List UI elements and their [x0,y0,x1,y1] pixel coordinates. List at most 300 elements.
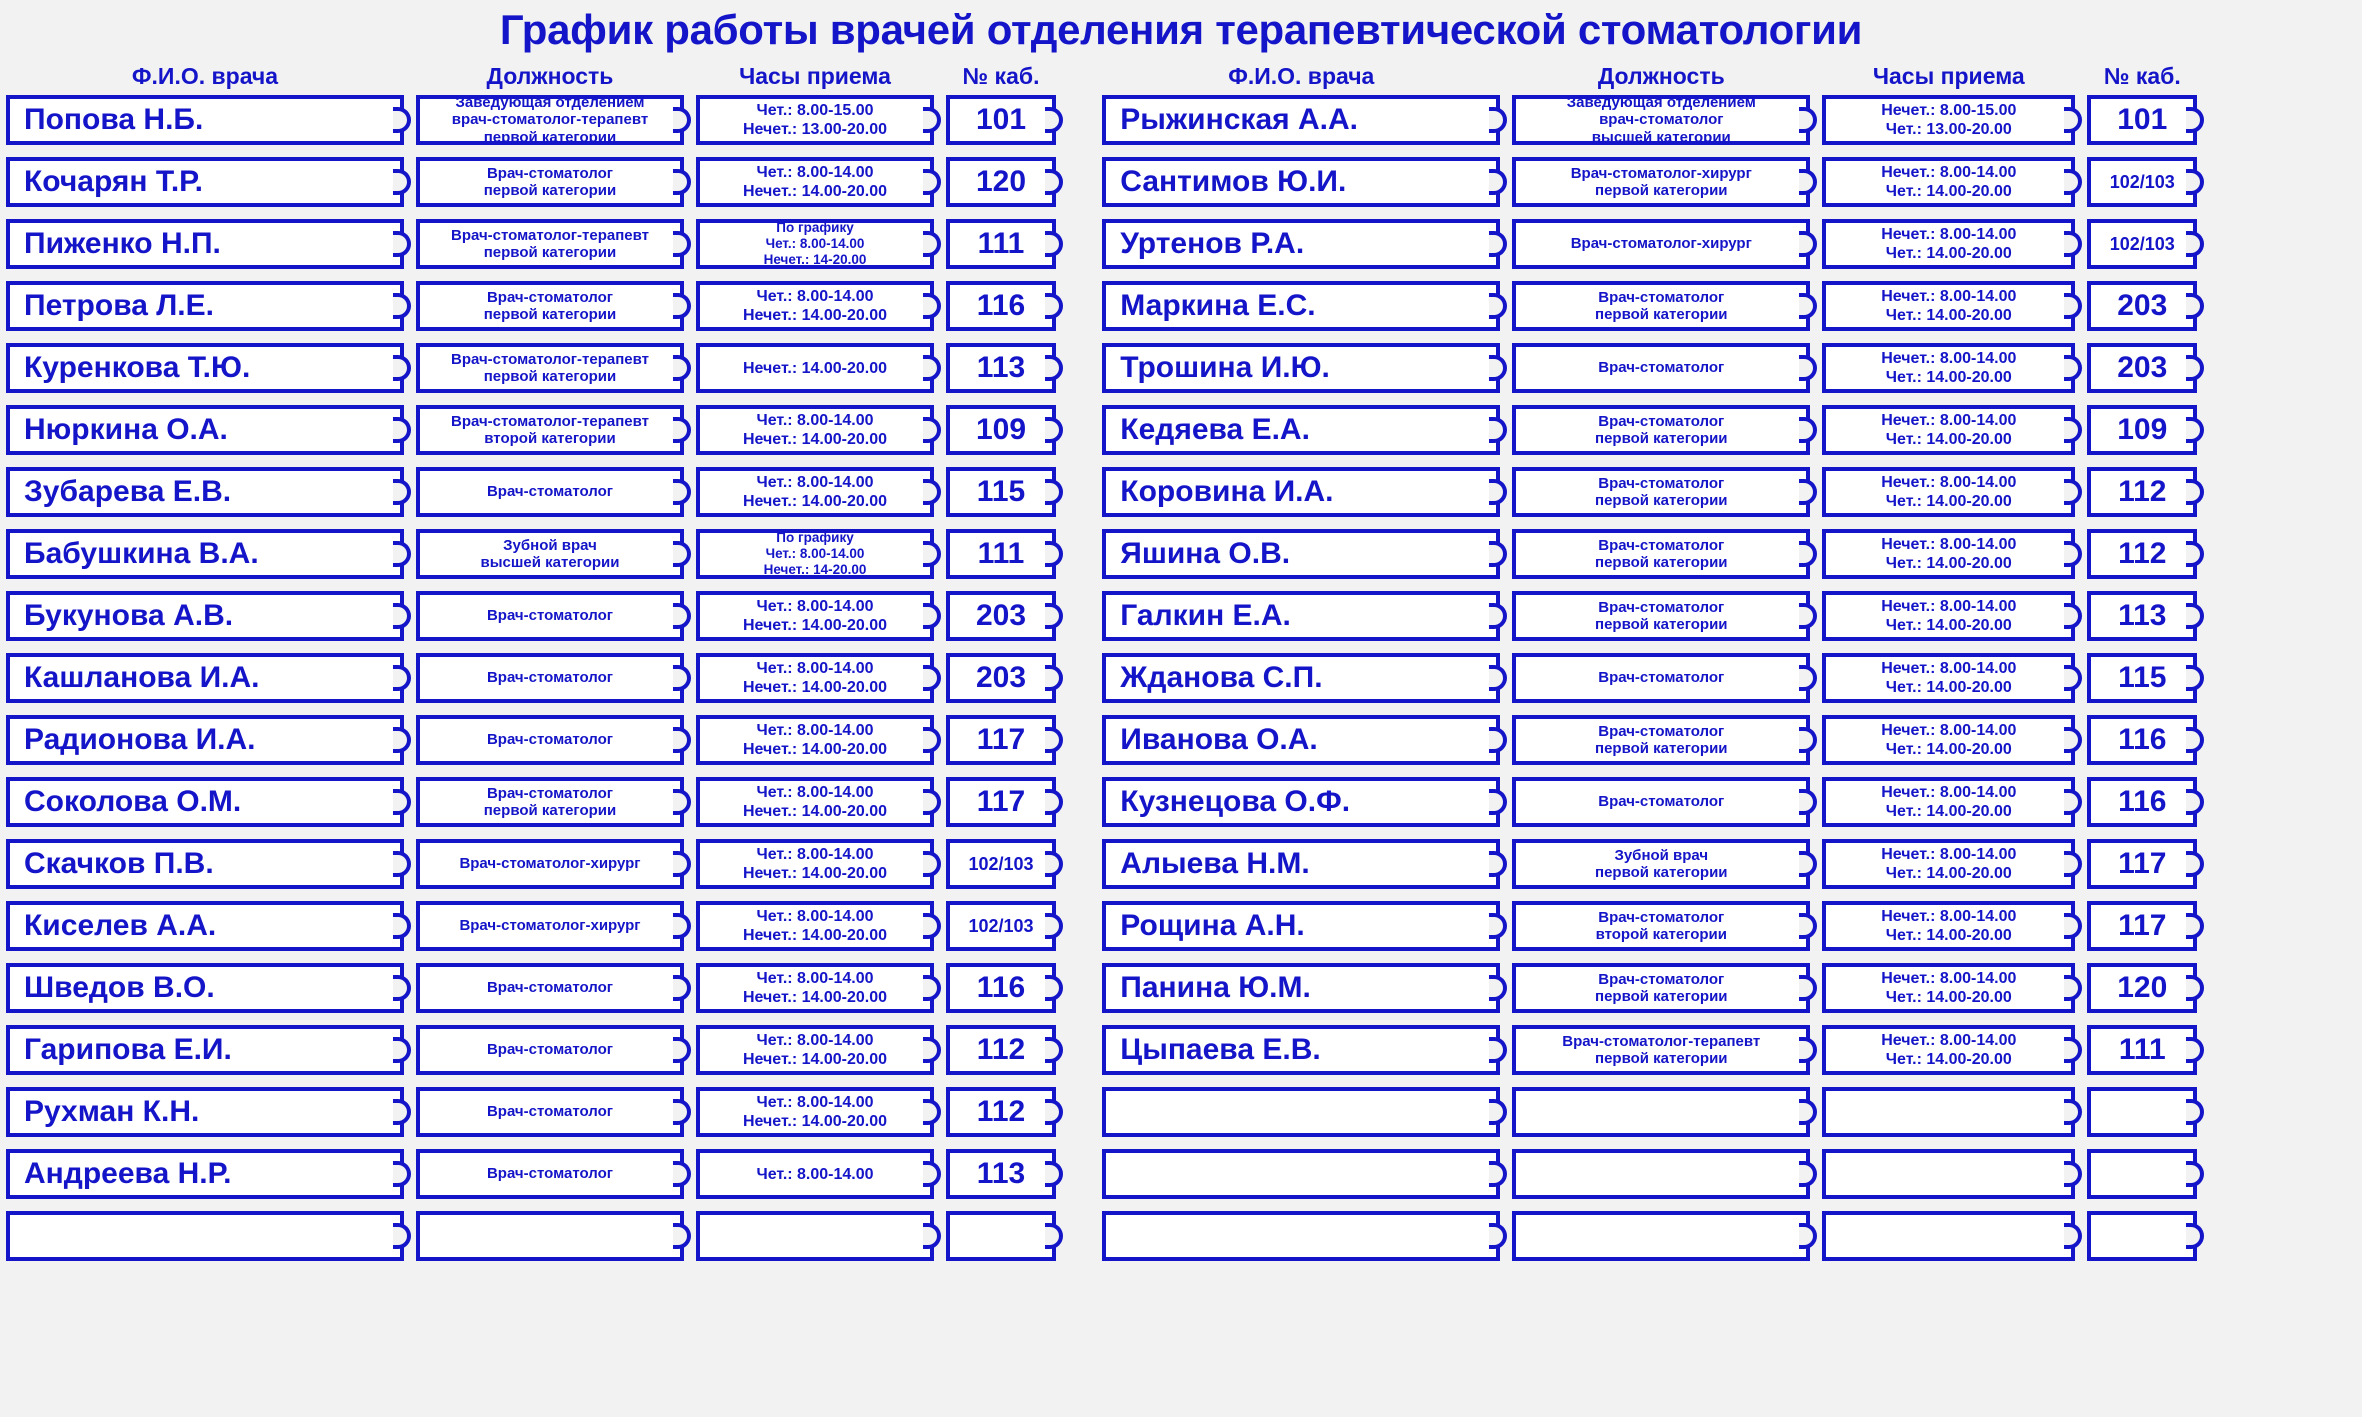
table-row [0,216,1078,278]
plate-cabinet [946,405,1056,455]
table-row [1096,774,2362,836]
plate-cabinet [946,343,1056,393]
plate-cabinet [946,839,1056,889]
plate-cabinet [2087,529,2197,579]
plate-name [1102,467,1500,517]
plate-position-text: Врач-стоматолог [486,979,614,997]
plate-position [1512,467,1810,517]
plate-cabinet-text: 117 [2118,909,2167,943]
plate-position [1512,281,1810,331]
plate-position-text: Врач-стоматолог-терапевт второй категории [450,412,649,448]
plate-hours-text: Чет.: 8.00-14.00 Нечет.: 14.00-20.00 [742,473,888,511]
table-row [1096,340,2362,402]
plate-cabinet [2087,591,2197,641]
plate-name-text: Алыева Н.М. [1120,847,1310,881]
plate-name [1102,591,1500,641]
table-row [1096,898,2362,960]
plate-name [6,1087,404,1137]
plate-cabinet [2087,839,2197,889]
plate-position-text: Врач-стоматолог [486,1041,614,1059]
plate-cabinet-text: 112 [976,1033,1026,1067]
plate-position [1512,901,1810,951]
table-row [0,1208,1078,1270]
plate-cabinet [946,219,1056,269]
plate-name-text: Соколова О.М. [24,785,242,819]
plate-cabinet [946,653,1056,703]
plate-hours [1822,529,2075,579]
plate-hours [696,95,934,145]
plate-cabinet [2087,1087,2197,1137]
plate-hours-text: Чет.: 8.00-14.00 Нечет.: 14.00-20.00 [742,969,888,1007]
plate-name-text: Петрова Л.Е. [24,289,214,323]
plate-name-text: Жданова С.П. [1120,661,1323,695]
plate-cabinet [946,777,1056,827]
plate-cabinet [946,157,1056,207]
plate-position [1512,777,1810,827]
plate-name-text: Радионова И.А. [24,723,256,757]
plate-hours [696,157,934,207]
plate-name [1102,281,1500,331]
plate-cabinet-text: 113 [976,351,1026,385]
plate-position [1512,1211,1810,1261]
plate-name [6,95,404,145]
table-row [1096,154,2362,216]
plate-position [1512,529,1810,579]
plate-position [1512,1149,1810,1199]
plate-position-text: Врач-стоматолог первой категории [483,164,617,200]
plate-hours [696,529,934,579]
plate-cabinet [2087,715,2197,765]
plate-cabinet-text: 116 [976,971,1026,1005]
schedule-columns [0,56,2362,1270]
plate-cabinet [946,591,1056,641]
header-cabinet-left: № каб. [962,63,1040,90]
table-row [1096,526,2362,588]
table-row [0,650,1078,712]
table-row [1096,92,2362,154]
plate-name [6,1025,404,1075]
plate-position-text: Врач-стоматолог первой категории [483,288,617,324]
plate-cabinet-text: 116 [2118,723,2167,757]
plate-position [1512,591,1810,641]
plate-name-text: Трошина И.Ю. [1120,351,1330,385]
plate-hours-text: Чет.: 8.00-14.00 Нечет.: 14.00-20.00 [742,287,888,325]
table-row [0,278,1078,340]
plate-name [6,653,404,703]
plate-hours-text: Чет.: 8.00-14.00 Нечет.: 14.00-20.00 [742,659,888,697]
plate-hours [696,963,934,1013]
plate-name-text: Куренкова Т.Ю. [24,351,251,385]
plate-hours-text: Чет.: 8.00-14.00 Нечет.: 14.00-20.00 [742,1093,888,1131]
plate-name-text: Рыжинская А.А. [1120,103,1358,137]
plate-position [1512,1025,1810,1075]
plate-name-text: Рощина А.Н. [1120,909,1305,943]
plate-name [1102,839,1500,889]
plate-position [1512,715,1810,765]
plate-hours [696,343,934,393]
plate-hours [696,653,934,703]
table-row [0,402,1078,464]
table-row [1096,1146,2362,1208]
plate-name [1102,901,1500,951]
plate-position [416,343,684,393]
plate-cabinet-text: 112 [2118,475,2167,509]
plate-name-text: Кедяева Е.А. [1120,413,1310,447]
plate-cabinet-text: 101 [2117,103,2168,137]
plate-position-text: Врач-стоматолог второй категории [1595,908,1727,944]
table-row [0,836,1078,898]
plate-position-text: Заведующая отделением врач-стоматолог-терапевт первой категории [451,94,649,146]
plate-cabinet [2087,405,2197,455]
table-row [0,1084,1078,1146]
plate-hours [696,901,934,951]
plate-cabinet-text: 102/103 [968,915,1034,936]
plate-name-text: Кузнецова О.Ф. [1120,785,1351,819]
plate-position [416,157,684,207]
plate-name [1102,529,1500,579]
plate-name-text: Кашланова И.А. [24,661,260,695]
plate-hours-text: Нечет.: 8.00-14.00 Чет.: 14.00-20.00 [1881,163,2017,201]
plate-hours [696,219,934,269]
plate-hours-text: Чет.: 8.00-14.00 Нечет.: 14.00-20.00 [742,907,888,945]
table-row [1096,588,2362,650]
plate-hours-text: Нечет.: 8.00-14.00 Чет.: 14.00-20.00 [1881,597,2017,635]
plate-cabinet-text: 109 [2117,413,2168,447]
plate-cabinet [946,1211,1056,1261]
plate-hours-text: По графику Чет.: 8.00-14.00 Нечет.: 14-20.00 [763,530,867,578]
plate-position-text: Врач-стоматолог-терапевт первой категории [450,226,649,262]
plate-name-text: Пиженко Н.П. [24,227,221,261]
plate-position-text: Врач-стоматолог-терапевт первой категории [1562,1032,1761,1068]
plate-hours-text: Чет.: 8.00-14.00 Нечет.: 14.00-20.00 [742,721,888,759]
plate-name [1102,1087,1500,1137]
table-row [0,526,1078,588]
plate-name [1102,1211,1500,1261]
header-name-right: Ф.И.О. врача [1228,63,1375,90]
plate-hours [1822,1211,2075,1261]
plate-cabinet-text: 111 [2118,1033,2166,1067]
plate-position [1512,963,1810,1013]
plate-name [1102,219,1500,269]
plate-hours [1822,405,2075,455]
plate-name-text: Панина Ю.М. [1120,971,1311,1005]
plate-hours [696,1211,934,1261]
plate-hours-text: Чет.: 8.00-14.00 Нечет.: 14.00-20.00 [742,163,888,201]
plate-hours [1822,1025,2075,1075]
plate-position-text: Врач-стоматолог [486,1165,614,1183]
plate-name [6,1149,404,1199]
plate-position [416,715,684,765]
plate-cabinet [946,95,1056,145]
plate-hours-text: Нечет.: 14.00-20.00 [742,359,888,377]
plate-name-text: Иванова О.А. [1120,723,1318,757]
plate-name [1102,343,1500,393]
plate-hours [1822,1149,2075,1199]
plate-name [6,343,404,393]
plate-cabinet-text: 109 [975,413,1027,447]
plate-position-text: Врач-стоматолог первой категории [1595,598,1728,634]
plate-cabinet-text: 203 [2117,351,2168,385]
plate-name-text: Гарипова Е.И. [24,1033,232,1067]
table-row [1096,712,2362,774]
plate-position [416,1025,684,1075]
plate-hours [1822,963,2075,1013]
header-position-left: Должность [486,63,614,90]
plate-name [6,405,404,455]
plate-name-text: Уртенов Р.А. [1120,227,1305,261]
plate-hours-text: Нечет.: 8.00-14.00 Чет.: 14.00-20.00 [1881,659,2017,697]
column-headers-right [1096,56,2362,92]
plate-position [416,281,684,331]
plate-position-text: Заведующая отделением врач-стоматолог высшей категории [1566,94,1756,146]
plate-name [1102,653,1500,703]
plate-position-text: Врач-стоматолог [486,483,614,501]
plate-position [1512,343,1810,393]
plate-name [6,839,404,889]
plate-hours-text: Нечет.: 8.00-14.00 Чет.: 14.00-20.00 [1881,721,2017,759]
plate-name [6,219,404,269]
plate-hours-text: Нечет.: 8.00-14.00 Чет.: 14.00-20.00 [1881,411,2017,449]
plate-cabinet [2087,653,2197,703]
table-row [0,588,1078,650]
table-row [0,960,1078,1022]
plate-cabinet-text: 113 [976,1157,1026,1191]
plate-name-text: Яшина О.В. [1120,537,1291,571]
plate-position-text: Врач-стоматолог первой категории [1595,474,1728,510]
plate-name [6,591,404,641]
table-row [0,340,1078,402]
plate-cabinet-text: 116 [2118,785,2167,819]
table-row [1096,1084,2362,1146]
plate-hours-text: Нечет.: 8.00-15.00 Чет.: 13.00-20.00 [1881,101,2017,139]
plate-name [6,1211,404,1261]
plate-position-text: Врач-стоматолог-хирург первой категории [1570,164,1752,200]
plate-name [6,281,404,331]
plate-position-text: Врач-стоматолог-терапевт первой категории [450,350,649,386]
plate-position [1512,219,1810,269]
plate-hours [1822,95,2075,145]
plate-hours-text: Нечет.: 8.00-14.00 Чет.: 14.00-20.00 [1881,535,2017,573]
plate-name [1102,405,1500,455]
plate-position-text: Врач-стоматолог [486,1103,614,1121]
table-row [0,774,1078,836]
plate-position [416,1087,684,1137]
plate-hours [1822,901,2075,951]
plate-hours [1822,591,2075,641]
plate-cabinet-text: 116 [976,289,1026,323]
plate-cabinet-text: 102/103 [2109,171,2175,192]
plate-hours [1822,281,2075,331]
plate-position [416,963,684,1013]
plate-name-text: Андреева Н.Р. [24,1157,232,1191]
plate-cabinet [946,963,1056,1013]
plate-name-text: Рухман К.Н. [24,1095,200,1129]
plate-cabinet [2087,777,2197,827]
plate-cabinet [946,715,1056,765]
plate-position [416,1149,684,1199]
plate-hours-text: Нечет.: 8.00-14.00 Чет.: 14.00-20.00 [1881,907,2017,945]
plate-cabinet [2087,281,2197,331]
table-row [1096,650,2362,712]
plate-name [6,777,404,827]
schedule-half-left [0,56,1078,1270]
plate-position [416,529,684,579]
plate-position-text: Врач-стоматолог [486,731,614,749]
plate-name [1102,963,1500,1013]
header-position-right: Должность [1597,63,1725,90]
plate-hours [1822,343,2075,393]
plate-cabinet [2087,467,2197,517]
plate-position-text: Врач-стоматолог-хирург [459,917,641,935]
plate-hours [1822,1087,2075,1137]
plate-cabinet [946,1025,1056,1075]
plate-hours [1822,653,2075,703]
plate-position-text: Врач-стоматолог [1598,793,1725,811]
plate-cabinet-text: 102/103 [968,853,1034,874]
plate-hours [1822,777,2075,827]
plate-name [1102,157,1500,207]
plate-hours-text: Чет.: 8.00-15.00 Нечет.: 13.00-20.00 [742,101,888,139]
plate-cabinet [946,901,1056,951]
plate-hours [1822,157,2075,207]
plate-cabinet-text: 112 [2118,537,2167,571]
column-headers-left [0,56,1078,92]
plate-cabinet [946,529,1056,579]
plate-position-text: Врач-стоматолог [1598,359,1725,377]
plate-position [416,653,684,703]
plate-name [6,529,404,579]
plate-cabinet-text: 101 [975,103,1027,137]
plate-position [1512,95,1810,145]
plate-position-text: Врач-стоматолог-хирург [459,855,641,873]
plate-name-text: Кочарян Т.Р. [24,165,204,199]
plate-cabinet-text: 203 [975,661,1027,695]
plate-hours [1822,839,2075,889]
table-row [0,464,1078,526]
plate-position [416,901,684,951]
plate-hours-text: Чет.: 8.00-14.00 Нечет.: 14.00-20.00 [742,597,888,635]
plate-cabinet [2087,95,2197,145]
header-name-left: Ф.И.О. врача [131,63,279,90]
plate-hours-text: По графику Чет.: 8.00-14.00 Нечет.: 14-20.00 [763,220,867,268]
plate-cabinet-text: 102/103 [2109,233,2175,254]
plate-hours-text: Нечет.: 8.00-14.00 Чет.: 14.00-20.00 [1881,969,2017,1007]
plate-position-text: Врач-стоматолог [486,669,614,687]
plate-name [1102,95,1500,145]
plate-name [6,963,404,1013]
plate-name [6,467,404,517]
plate-cabinet-text: 203 [975,599,1027,633]
plate-cabinet [2087,901,2197,951]
table-row [1096,960,2362,1022]
plate-position-text: Зубной врач первой категории [1595,846,1728,882]
header-cabinet-right: № каб. [2103,63,2181,90]
plate-name-text: Галкин Е.А. [1120,599,1291,633]
plate-position-text: Зубной врач высшей категории [480,536,620,572]
plate-name [1102,1149,1500,1199]
plate-cabinet-text: 117 [976,723,1026,757]
plate-cabinet-text: 115 [976,475,1026,509]
table-row [1096,216,2362,278]
schedule-rows-right [1096,92,2362,1270]
plate-cabinet [946,281,1056,331]
plate-cabinet-text: 117 [2118,847,2167,881]
plate-position-text: Врач-стоматолог-хирург [1570,235,1752,253]
plate-cabinet-text: 120 [2117,971,2168,1005]
table-row [1096,278,2362,340]
plate-cabinet [2087,963,2197,1013]
plate-position [416,95,684,145]
plate-position [1512,839,1810,889]
plate-name-text: Бабушкина В.А. [24,537,259,571]
plate-name-text: Скачков П.В. [24,847,214,881]
header-hours-left: Часы приема [739,63,891,90]
plate-hours-text: Нечет.: 8.00-14.00 Чет.: 14.00-20.00 [1881,349,2017,387]
plate-name-text: Цыпаева Е.В. [1120,1033,1321,1067]
plate-name-text: Зубарева Е.В. [24,475,232,509]
table-row [1096,464,2362,526]
table-row [1096,402,2362,464]
plate-position [1512,653,1810,703]
plate-hours [696,1025,934,1075]
plate-name-text: Попова Н.Б. [24,103,204,137]
plate-position [416,591,684,641]
plate-name-text: Киселев А.А. [24,909,217,943]
table-row [0,1146,1078,1208]
table-row [0,1022,1078,1084]
plate-name-text: Нюркина О.А. [24,413,228,447]
plate-hours-text: Чет.: 8.00-14.00 Нечет.: 14.00-20.00 [742,1031,888,1069]
plate-hours [696,467,934,517]
plate-position-text: Врач-стоматолог первой категории [1595,412,1728,448]
plate-name [1102,777,1500,827]
plate-position [416,219,684,269]
plate-hours [696,839,934,889]
plate-name [6,157,404,207]
plate-position [416,777,684,827]
plate-cabinet [946,467,1056,517]
plate-name-text: Сантимов Ю.И. [1120,165,1347,199]
plate-position [416,467,684,517]
plate-position-text: Врач-стоматолог первой категории [1595,722,1728,758]
plate-hours [696,281,934,331]
plate-hours-text: Нечет.: 8.00-14.00 Чет.: 14.00-20.00 [1881,1031,2017,1069]
plate-position-text: Врач-стоматолог [486,607,614,625]
plate-position-text: Врач-стоматолог первой категории [1595,970,1728,1006]
plate-cabinet [946,1149,1056,1199]
plate-position-text: Врач-стоматолог первой категории [1595,536,1728,572]
plate-cabinet [2087,1211,2197,1261]
table-row [1096,1208,2362,1270]
plate-position [1512,405,1810,455]
plate-position [416,1211,684,1261]
plate-cabinet-text: 112 [976,1095,1026,1129]
plate-cabinet [946,1087,1056,1137]
plate-cabinet [2087,219,2197,269]
plate-hours [696,405,934,455]
page-title: График работы врачей отделения терапевтической стоматологии [499,6,1863,53]
plate-hours [1822,715,2075,765]
plate-hours-text: Нечет.: 8.00-14.00 Чет.: 14.00-20.00 [1881,473,2017,511]
plate-cabinet [2087,1025,2197,1075]
plate-hours [696,591,934,641]
plate-position [1512,1087,1810,1137]
plate-hours [696,777,934,827]
plate-cabinet [2087,343,2197,393]
plate-position-text: Врач-стоматолог первой категории [483,784,617,820]
plate-hours-text: Чет.: 8.00-14.00 [756,1165,874,1183]
plate-cabinet [2087,1149,2197,1199]
